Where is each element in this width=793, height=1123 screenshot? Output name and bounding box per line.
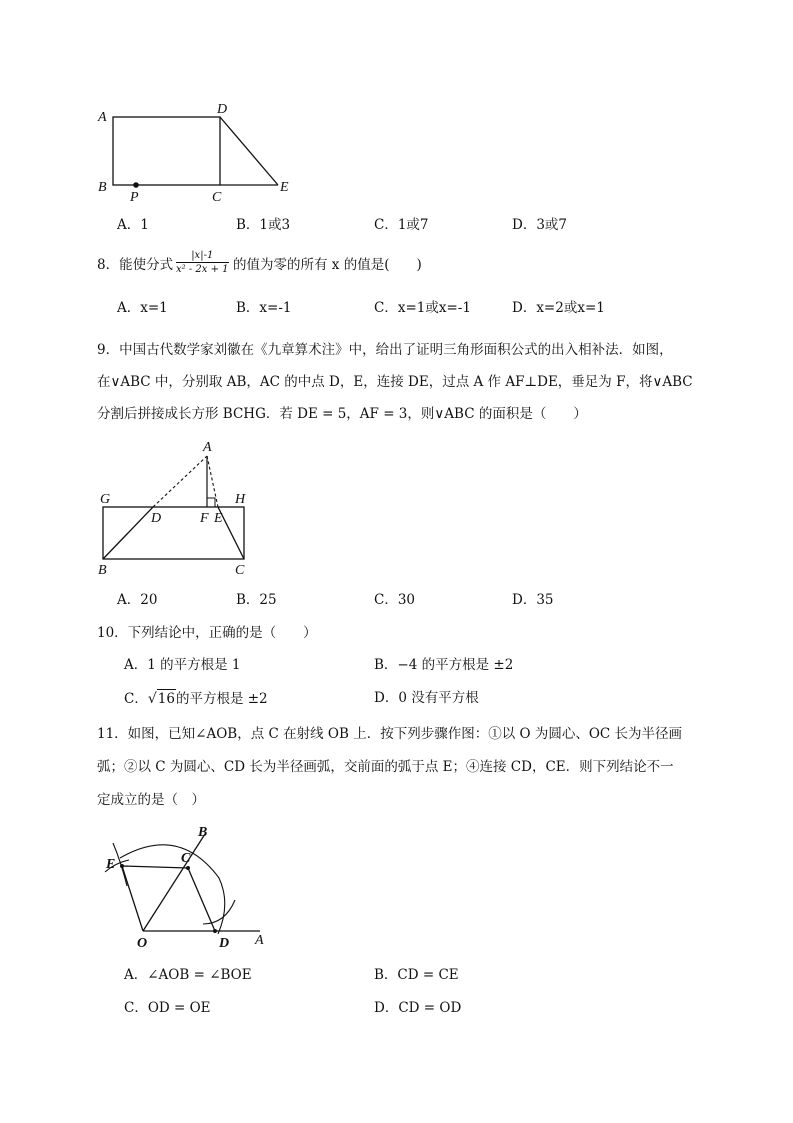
q7-option-b[interactable]: B．1或3: [236, 217, 291, 233]
q8-fraction: [176, 250, 229, 275]
q8-stem-after: 的值为零的所有 x 的值是( ): [233, 257, 422, 273]
q11-point-c: [186, 866, 190, 870]
q11-label-c: C: [181, 851, 191, 866]
q9-stem-line1: 9．中国古代数学家刘徽在《九章算术注》中，给出了证明三角形面积公式的出入相补法．如图，: [97, 342, 673, 358]
q11-option-b[interactable]: B．CD = CE: [374, 967, 459, 983]
q9-label-b: B: [98, 563, 107, 578]
q11-option-a[interactable]: A．∠AOB = ∠BOE: [124, 967, 252, 983]
q7-segment-de: [220, 117, 278, 185]
q10-option-c-radicand: 16: [157, 691, 175, 707]
q7-figure: [90, 98, 310, 208]
q10-option-d[interactable]: D．0 没有平方根: [374, 690, 479, 706]
q8-stem-before: 8．能使分式: [97, 257, 174, 273]
q9-segment-ae-dashed: [207, 456, 218, 507]
q7-label-b: B: [98, 180, 107, 195]
q7-label-p: P: [130, 190, 139, 205]
q7-option-a[interactable]: A．1: [117, 217, 149, 233]
q11-point-d: [213, 929, 217, 933]
q9-segment-bd: [103, 507, 153, 559]
q11-segment-cd: [188, 868, 215, 931]
q11-label-b: B: [198, 825, 208, 840]
q9-label-c: C: [235, 563, 245, 578]
q11-label-o: O: [137, 936, 148, 951]
q11-arc-near-d: [203, 900, 235, 924]
q11-segment-ec: [122, 866, 188, 868]
q7-point-p: [133, 182, 139, 188]
q7-label-d: D: [217, 102, 228, 117]
q9-option-c[interactable]: C．30: [374, 592, 416, 608]
q11-stem-line2: 弧；②以 C 为圆心、CD 长为半径画弧，交前面的弧于点 E；④连接 CD，CE．则下列结论不一: [97, 759, 674, 775]
q9-option-a[interactable]: A．20: [117, 592, 158, 608]
q8-option-d[interactable]: D．x=2或x=1: [512, 300, 605, 316]
q10-option-c[interactable]: [124, 692, 268, 707]
q7-label-c: C: [212, 190, 222, 205]
q9-option-d[interactable]: D．35: [512, 592, 554, 608]
q7-option-d[interactable]: D．3或7: [512, 217, 568, 233]
q11-stem-line1: 11．如图，已知∠AOB，点 C 在射线 OB 上．按下列步骤作图：①以 O 为圆心、OC 长为半径画: [97, 726, 683, 742]
q9-label-e: E: [214, 511, 223, 526]
q10-option-c-prefix: C．: [124, 691, 148, 707]
q11-arc-center-o: [120, 845, 225, 934]
q9-figure: [90, 434, 265, 582]
q9-stem-line3: 分割后拼接成长方形 BCHG．若 DE = 5，AF = 3，则∨ABC 的面积是（ ）: [97, 406, 587, 422]
q8-option-a[interactable]: A．x=1: [117, 300, 168, 316]
q9-label-h: H: [235, 492, 246, 507]
q11-label-a: A: [255, 933, 264, 948]
q9-label-a: A: [203, 440, 212, 455]
q7-label-a: A: [98, 110, 107, 125]
q11-label-d: D: [219, 936, 230, 951]
q11-label-e: E: [106, 857, 116, 872]
q8-denominator: x² - 2x + 1: [176, 264, 229, 275]
q11-ray-ob: [143, 834, 205, 931]
sqrt-symbol-icon: √: [147, 691, 157, 707]
q8-numerator: |x|-1: [176, 250, 229, 263]
q9-option-b[interactable]: B．25: [236, 592, 277, 608]
q9-label-f: F: [200, 511, 209, 526]
q8-option-c[interactable]: C．x=1或x=-1: [374, 300, 471, 316]
q9-stem-line2: 在∨ABC 中，分别取 AB，AC 的中点 D，E，连接 DE，过点 A 作 AF⊥DE，垂足为 F，将∨ABC: [97, 374, 693, 390]
q11-option-c[interactable]: C．OD = OE: [124, 1000, 211, 1016]
q9-segment-da-dashed: [153, 456, 207, 507]
q10-option-c-suffix: 的平方根是 ±2: [175, 691, 268, 707]
q9-label-d: D: [151, 511, 162, 526]
q11-stem-line3: 定成立的是（ ）: [97, 792, 205, 808]
q10-option-a[interactable]: A．1 的平方根是 1: [124, 657, 241, 673]
q8-option-b[interactable]: B．x=-1: [236, 300, 292, 316]
q11-option-d[interactable]: D．CD = OD: [374, 1000, 462, 1016]
q10-stem: 10．下列结论中，正确的是（ ）: [97, 625, 317, 641]
q9-right-angle-mark: [207, 498, 215, 507]
q11-segment-oe: [122, 866, 143, 931]
q7-rectangle-abcd: [113, 117, 220, 185]
q7-label-e: E: [280, 180, 289, 195]
q11-point-e: [120, 864, 124, 868]
q11-figure: [95, 820, 275, 952]
q10-option-b[interactable]: B．−4 的平方根是 ±2: [374, 657, 514, 673]
q9-rectangle-bchg: [103, 507, 244, 559]
q9-label-g: G: [100, 492, 111, 507]
q7-option-c[interactable]: C．1或7: [374, 217, 429, 233]
